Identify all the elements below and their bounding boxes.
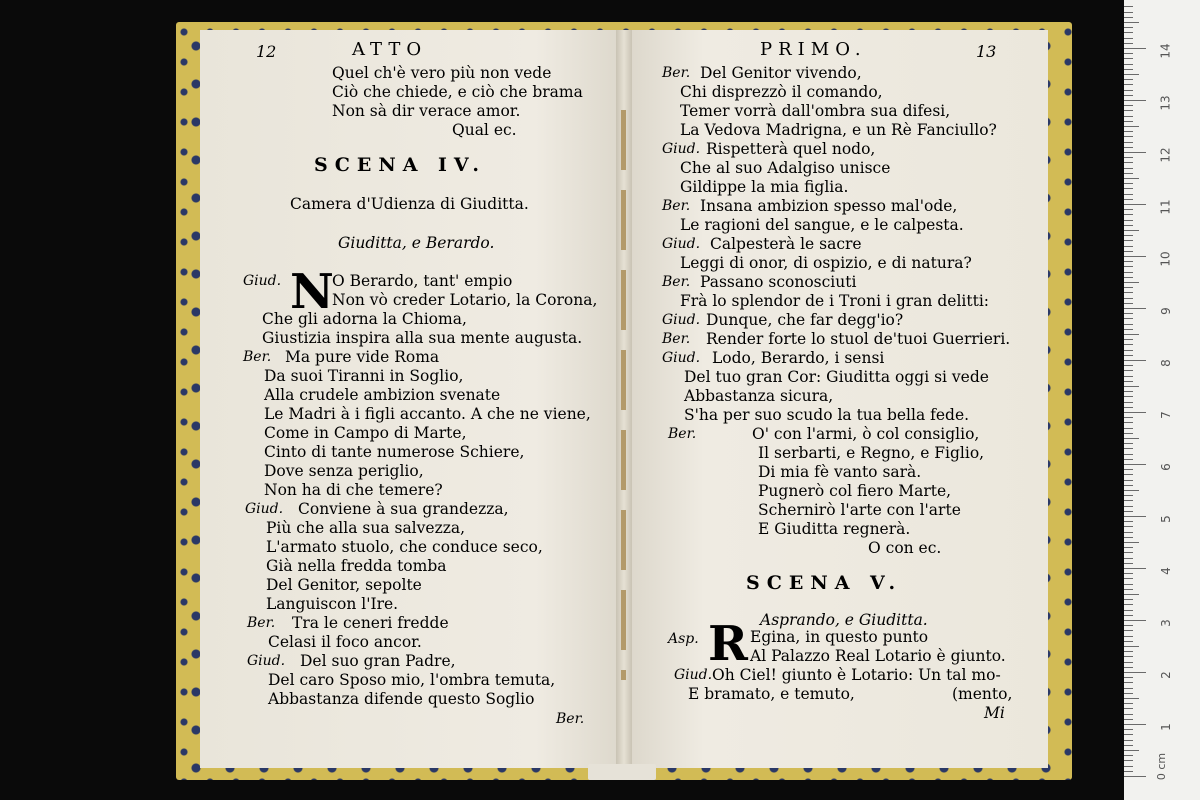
text-line: O Berardo, tant' empio: [332, 272, 513, 290]
ruler-tick: [1124, 672, 1146, 673]
ruler-tick: [1124, 402, 1133, 403]
speaker-label: Ber.: [247, 615, 276, 631]
text-line: L'armato stuolo, che conduce seco,: [266, 538, 543, 556]
scene-title: SCENA IV.: [314, 154, 486, 176]
ruler-tick: [1124, 136, 1133, 137]
text-line: Chi disprezzò il comando,: [680, 83, 883, 101]
ruler-tick: [1124, 32, 1133, 33]
speaker-label: Giud.: [662, 141, 701, 157]
ruler-tick: [1124, 58, 1133, 59]
text-line: Gildippe la mia figlia.: [680, 178, 849, 196]
text-line: Temer vorrà dall'ombra sua difesi,: [680, 102, 951, 120]
ruler-number: 10: [1158, 251, 1173, 267]
ruler-tick: [1124, 157, 1133, 158]
ruler-tick: [1124, 485, 1133, 486]
ruler-tick: [1124, 95, 1133, 96]
ruler-number: 14: [1158, 43, 1173, 59]
text-line: Alla crudele ambizion svenate: [264, 386, 501, 404]
ruler-tick: [1124, 251, 1133, 252]
page-number-right: 13: [976, 42, 997, 61]
ruler-tick: [1124, 599, 1133, 600]
ruler-tick: [1124, 500, 1133, 501]
ruler-tick: [1124, 303, 1133, 304]
scene-setting: Camera d'Udienza di Giuditta.: [290, 195, 529, 213]
catchword: Ber.: [556, 711, 585, 727]
text-line: Schernirò l'arte con l'arte: [758, 501, 961, 519]
text-line: Qual ec.: [452, 121, 517, 139]
ruler-tick: [1124, 625, 1133, 626]
speaker-label: Ber.: [662, 65, 691, 81]
ruler-number: 8: [1158, 359, 1173, 367]
speaker-label: Giud.: [243, 273, 282, 289]
ruler-tick: [1124, 391, 1133, 392]
text-line: Giustizia inspira alla sua mente augusta.: [262, 329, 583, 347]
ruler-tick: [1124, 370, 1133, 371]
ruler-tick: [1124, 454, 1133, 455]
ruler-tick: [1124, 69, 1133, 70]
speaker-label: Giud.: [247, 653, 286, 669]
speaker-label: Ber.: [668, 426, 697, 442]
ruler-tick: [1124, 412, 1146, 413]
ruler-tick: [1124, 495, 1133, 496]
book-spine: [588, 764, 656, 780]
ruler-tick: [1124, 318, 1133, 319]
text-line: Del Genitor vivendo,: [700, 64, 862, 82]
text-line: Il serbarti, e Regno, e Figlio,: [758, 444, 985, 462]
ruler-tick: [1124, 688, 1133, 689]
ruler-tick: [1124, 277, 1133, 278]
ruler-tick: [1124, 365, 1133, 366]
text-line: Conviene à sua grandezza,: [298, 500, 509, 518]
ruler-tick: [1124, 199, 1133, 200]
ruler-tick: [1124, 214, 1133, 215]
text-line: Non vò creder Lotario, la Corona,: [332, 291, 598, 309]
ruler-tick: [1124, 760, 1133, 761]
ruler-tick: [1124, 682, 1133, 683]
ruler-number: 11: [1158, 199, 1173, 215]
text-line: Celasi il foco ancor.: [268, 633, 422, 651]
ruler-tick: [1124, 651, 1133, 652]
ruler-tick: [1124, 407, 1133, 408]
ruler-tick: [1124, 79, 1133, 80]
ruler-tick: [1124, 121, 1133, 122]
text-line: Le ragioni del sangue, e le calpesta.: [680, 216, 964, 234]
ruler-tick: [1124, 750, 1139, 751]
ruler-tick: [1124, 755, 1133, 756]
speaker-label: Ber.: [243, 349, 272, 365]
ruler-tick: [1124, 703, 1133, 704]
ruler-tick: [1124, 272, 1133, 273]
ruler-tick: [1124, 339, 1133, 340]
ruler-tick: [1124, 448, 1133, 449]
ruler-tick: [1124, 506, 1133, 507]
ruler-tick: [1124, 662, 1133, 663]
text-line: (mento,: [952, 685, 1013, 703]
ruler-tick: [1124, 734, 1133, 735]
text-line: Non ha di che temere?: [264, 481, 443, 499]
ruler-number: 13: [1158, 95, 1173, 111]
ruler-tick: [1124, 563, 1133, 564]
text-line: Del suo gran Padre,: [300, 652, 456, 670]
text-line: Abbastanza sicura,: [684, 387, 834, 405]
ruler-tick: [1124, 64, 1133, 65]
ruler-tick: [1124, 417, 1133, 418]
text-line: O' con l'armi, ò col consiglio,: [752, 425, 980, 443]
ruler-tick: [1124, 188, 1133, 189]
ruler-tick: [1124, 116, 1133, 117]
ruler-tick: [1124, 376, 1133, 377]
ruler-tick: [1124, 636, 1133, 637]
ruler-tick: [1124, 110, 1133, 111]
ruler-tick: [1124, 776, 1146, 777]
text-line: Già nella fredda tomba: [266, 557, 447, 575]
ruler-tick: [1124, 724, 1146, 725]
text-line: Al Palazzo Real Lotario è giunto.: [750, 647, 1006, 665]
ruler-tick: [1124, 521, 1133, 522]
ruler-tick: [1124, 298, 1133, 299]
ruler-tick: [1124, 43, 1133, 44]
ruler-tick: [1124, 329, 1133, 330]
ruler-tick: [1124, 240, 1133, 241]
ruler-tick: [1124, 178, 1139, 179]
ruler-tick: [1124, 729, 1133, 730]
ruler-tick: [1124, 532, 1133, 533]
scene-title: SCENA V.: [746, 572, 903, 594]
ruler-tick: [1124, 152, 1146, 153]
ruler-tick: [1124, 22, 1139, 23]
running-header-right: PRIMO.: [760, 39, 867, 60]
ruler-tick: [1124, 615, 1133, 616]
ruler-tick: [1124, 27, 1133, 28]
ruler-tick: [1124, 38, 1133, 39]
ruler-tick: [1124, 516, 1146, 517]
text-line: Abbastanza difende questo Soglio: [268, 690, 535, 708]
ruler-tick: [1124, 173, 1133, 174]
ruler-tick: [1124, 693, 1133, 694]
speaker-label: Ber.: [662, 198, 691, 214]
text-line: Rispetterà quel nodo,: [706, 140, 876, 158]
ruler-tick: [1124, 90, 1133, 91]
ruler-tick: [1124, 464, 1146, 465]
ruler-tick: [1124, 714, 1133, 715]
ruler-tick: [1124, 194, 1133, 195]
ruler-tick: [1124, 168, 1133, 169]
speaker-label: Asp.: [668, 631, 699, 647]
ruler-tick: [1124, 381, 1133, 382]
ruler-tick: [1124, 584, 1133, 585]
speaker-label: Giud.: [245, 501, 284, 517]
ruler-tick: [1124, 313, 1133, 314]
ruler-tick: [1124, 594, 1139, 595]
ruler-tick: [1124, 578, 1133, 579]
ruler-tick: [1124, 667, 1133, 668]
speaker-label: Giud.: [662, 236, 701, 252]
ruler-tick: [1124, 334, 1139, 335]
ruler-number: 2: [1158, 671, 1173, 679]
text-line: Del tuo gran Cor: Giuditta oggi si vede: [684, 368, 989, 386]
ruler-tick: [1124, 589, 1133, 590]
text-line: Render forte lo stuol de'tuoi Guerrieri.: [706, 330, 1011, 348]
ruler-tick: [1124, 490, 1139, 491]
ruler-tick: [1124, 344, 1133, 345]
ruler-tick: [1124, 287, 1133, 288]
ruler-tick: [1124, 308, 1146, 309]
ruler-tick: [1124, 428, 1133, 429]
ruler-tick: [1124, 558, 1133, 559]
text-line: Cinto di tante numerose Schiere,: [264, 443, 525, 461]
ruler-unit-label: 0 cm: [1155, 752, 1169, 781]
text-line: Tra le ceneri fredde: [292, 614, 449, 632]
text-line: Da suoi Tiranni in Soglio,: [264, 367, 464, 385]
ruler-tick: [1124, 422, 1133, 423]
drop-cap: R: [708, 616, 748, 672]
ruler-number: 3: [1158, 619, 1173, 627]
ruler-tick: [1124, 433, 1133, 434]
ruler-tick: [1124, 126, 1139, 127]
ruler-tick: [1124, 719, 1133, 720]
ruler-tick: [1124, 246, 1133, 247]
ruler-tick: [1124, 142, 1133, 143]
ruler-tick: [1124, 105, 1133, 106]
ruler-tick: [1124, 740, 1133, 741]
text-line: La Vedova Madrigna, e un Rè Fanciullo?: [680, 121, 997, 139]
ruler-tick: [1124, 771, 1133, 772]
speaker-label: Giud.: [674, 667, 713, 683]
text-line: E Giuditta regnerà.: [758, 520, 911, 538]
ruler-number: 1: [1158, 723, 1173, 731]
ruler-tick: [1124, 542, 1139, 543]
speaker-label: Giud.: [662, 350, 701, 366]
ruler-tick: [1124, 6, 1133, 7]
text-line: Le Madri à i figli accanto. A che ne viene,: [264, 405, 591, 423]
ruler-tick: [1124, 547, 1133, 548]
text-line: Che gli adorna la Chioma,: [262, 310, 467, 328]
ruler-tick: [1124, 620, 1146, 621]
ruler-tick: [1124, 396, 1133, 397]
ruler-tick: [1124, 220, 1133, 221]
ruler-tick: [1124, 469, 1133, 470]
ruler-number: 4: [1158, 567, 1173, 575]
text-line: Languiscon l'Ire.: [266, 595, 399, 613]
text-line: Pugnerò col fiero Marte,: [758, 482, 952, 500]
speaker-label: Ber.: [662, 274, 691, 290]
ruler-tick: [1124, 147, 1133, 148]
ruler-tick: [1124, 261, 1133, 262]
text-line: S'ha per suo scudo la tua bella fede.: [684, 406, 970, 424]
text-line: Lodo, Berardo, i sensi: [712, 349, 885, 367]
text-line: Ciò che chiede, e ciò che brama: [332, 83, 583, 101]
text-line: Come in Campo di Marte,: [264, 424, 467, 442]
text-line: Ma pure vide Roma: [285, 348, 440, 366]
text-line: Non sà dir verace amor.: [332, 102, 521, 120]
catchword: Mi: [984, 704, 1005, 722]
ruler-tick: [1124, 282, 1139, 283]
ruler-tick: [1124, 17, 1133, 18]
ruler-tick: [1124, 459, 1133, 460]
ruler-tick: [1124, 162, 1133, 163]
ruler-tick: [1124, 677, 1133, 678]
text-line: O con ec.: [868, 539, 942, 557]
text-line: Calpesterà le sacre: [710, 235, 862, 253]
text-line: Oh Ciel! giunto è Lotario: Un tal mo-: [712, 666, 1001, 684]
ruler-tick: [1124, 526, 1133, 527]
ruler-tick: [1124, 438, 1139, 439]
text-line: Dunque, che far degg'io?: [706, 311, 904, 329]
ruler-tick: [1124, 12, 1133, 13]
speaker-label: Ber.: [662, 331, 691, 347]
ruler-tick: [1124, 204, 1146, 205]
ruler-number: 5: [1158, 515, 1173, 523]
speaker-label: Giud.: [662, 312, 701, 328]
ruler-tick: [1124, 443, 1133, 444]
ruler-tick: [1124, 552, 1133, 553]
ruler-tick: [1124, 474, 1133, 475]
scene-characters: Giuditta, e Berardo.: [338, 234, 495, 252]
text-line: Quel ch'è vero più non vede: [332, 64, 552, 82]
ruler-tick: [1124, 209, 1133, 210]
text-line: Di mia fè vanto sarà.: [758, 463, 922, 481]
ruler-tick: [1124, 131, 1133, 132]
ruler-tick: [1124, 53, 1133, 54]
ruler-number: 9: [1158, 307, 1173, 315]
ruler-tick: [1124, 568, 1146, 569]
ruler-tick: [1124, 604, 1133, 605]
ruler-tick: [1124, 74, 1139, 75]
ruler-tick: [1124, 630, 1133, 631]
ruler-number: 7: [1158, 411, 1173, 419]
ruler-tick: [1124, 100, 1146, 101]
text-line: Più che alla sua salvezza,: [266, 519, 466, 537]
text-line: Leggi di onor, di ospizio, e di natura?: [680, 254, 972, 272]
measuring-ruler: [1124, 0, 1200, 800]
ruler-tick: [1124, 537, 1133, 538]
ruler-tick: [1124, 573, 1133, 574]
ruler-tick: [1124, 360, 1146, 361]
ruler-number: 12: [1158, 147, 1173, 163]
ruler-tick: [1124, 610, 1133, 611]
ruler-tick: [1124, 48, 1146, 49]
running-header-left: ATTO: [352, 39, 428, 60]
ruler-tick: [1124, 256, 1146, 257]
ruler-tick: [1124, 84, 1133, 85]
ruler-tick: [1124, 766, 1133, 767]
ruler-tick: [1124, 386, 1139, 387]
ruler-tick: [1124, 183, 1133, 184]
drop-cap: N: [290, 264, 334, 320]
text-line: Passano sconosciuti: [700, 273, 857, 291]
ruler-tick: [1124, 646, 1139, 647]
ruler-tick: [1124, 480, 1133, 481]
ruler-tick: [1124, 355, 1133, 356]
text-line: Dove senza periglio,: [264, 462, 424, 480]
binding-thread: [621, 110, 626, 680]
scene-characters: Asprando, e Giuditta.: [760, 611, 928, 629]
ruler-tick: [1124, 708, 1133, 709]
ruler-tick: [1124, 266, 1133, 267]
ruler-tick: [1124, 745, 1133, 746]
ruler-tick: [1124, 698, 1139, 699]
ruler-tick: [1124, 230, 1139, 231]
ruler-tick: [1124, 641, 1133, 642]
ruler-tick: [1124, 350, 1133, 351]
text-line: Del caro Sposo mio, l'ombra temuta,: [268, 671, 556, 689]
ruler-tick: [1124, 235, 1133, 236]
text-line: E bramato, e temuto,: [688, 685, 855, 703]
text-line: Che al suo Adalgiso unisce: [680, 159, 891, 177]
text-line: Frà lo splendor de i Troni i gran delitti:: [680, 292, 989, 310]
ruler-tick: [1124, 511, 1133, 512]
ruler-tick: [1124, 225, 1133, 226]
ruler-tick: [1124, 656, 1133, 657]
ruler-tick: [1124, 292, 1133, 293]
page-number-left: 12: [256, 42, 277, 61]
text-line: Egina, in questo punto: [750, 628, 929, 646]
text-line: Insana ambizion spesso mal'ode,: [700, 197, 958, 215]
ruler-number: 6: [1158, 463, 1173, 471]
ruler-tick: [1124, 324, 1133, 325]
text-line: Del Genitor, sepolte: [266, 576, 422, 594]
